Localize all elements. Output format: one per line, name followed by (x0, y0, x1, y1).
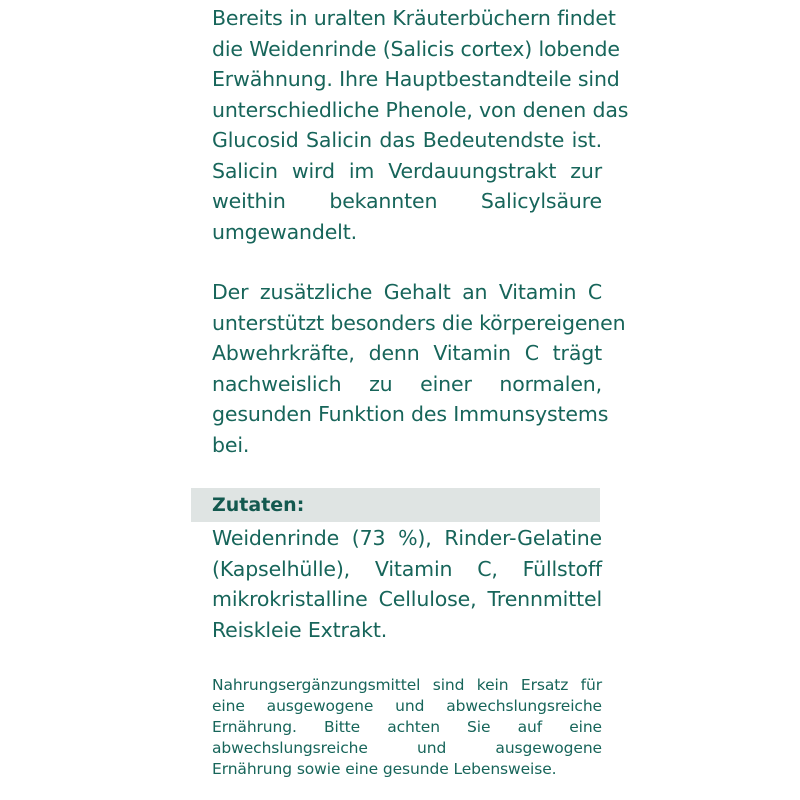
paragraph-line: unterschiedliche Phenole, von denen das (212, 97, 629, 122)
paragraph-line: Der zusätzliche Gehalt an Vitamin C (212, 280, 602, 304)
paragraph-line: weithin bekannten Salicylsäure (212, 189, 602, 213)
paragraph-line: Salicin wird im Verdauungstrakt zur (212, 158, 602, 183)
supplement-disclaimer (212, 675, 602, 780)
description-paragraph-willow-bark (212, 3, 629, 247)
disclaimer-line: abwechslungsreiche und ausgewogene (212, 739, 602, 757)
ingredients-line: mikrokristalline Cellulose, Trennmittel (212, 587, 602, 611)
paragraph-line: nachweislich zu einer normalen, (212, 371, 602, 396)
paragraph-line: gesunden Funktion des Immunsystems (212, 402, 609, 426)
paragraph-line: Bereits in uralten Kräuterbüchern findet (212, 6, 616, 30)
disclaimer-line: eine ausgewogene und abwechslungsreiche (212, 697, 602, 715)
paragraph-line: Erwähnung. Ihre Hauptbestandteile sind (212, 67, 620, 91)
paragraph-line: umgewandelt. (212, 219, 357, 244)
paragraph-line: bei. (212, 432, 250, 457)
paragraph-line: unterstützt besonders die körpereigenen (212, 310, 626, 335)
ingredients-line: Reiskleie Extrakt. (212, 617, 388, 642)
description-paragraph-vitamin-c (212, 277, 626, 460)
paragraph-line: Abwehrkräfte, denn Vitamin C trägt (212, 341, 602, 365)
disclaimer-line: Ernährung sowie eine gesunde Lebensweise. (212, 760, 557, 778)
ingredients-line: Weidenrinde (73 %), Rinder-Gelatine (212, 526, 602, 550)
ingredients-heading: Zutaten: (212, 494, 305, 516)
paragraph-line: die Weidenrinde (Salicis cortex) lobende (212, 36, 620, 61)
ingredients-line: (Kapselhülle), Vitamin C, Füllstoff (212, 556, 602, 581)
ingredients-list (212, 523, 602, 645)
disclaimer-line: Nahrungsergänzungsmittel sind kein Ersatz für (212, 676, 602, 694)
disclaimer-line: Ernährung. Bitte achten Sie auf eine (212, 718, 602, 736)
paragraph-line: Glucosid Salicin das Bedeutendste ist. (212, 128, 602, 152)
